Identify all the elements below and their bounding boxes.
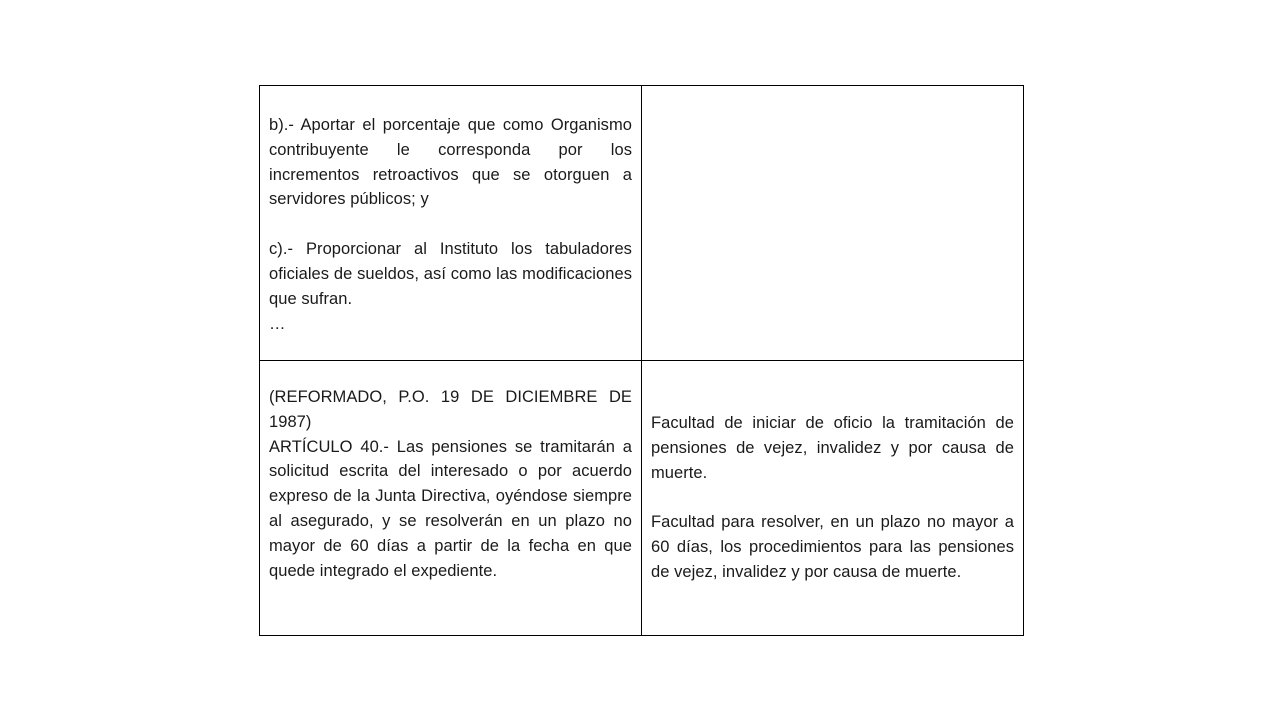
comparison-table xyxy=(259,85,1024,636)
faculty-paragraph-1: Facultad de iniciar de oficio la tramitación de pensiones de vejez, invalidez y por causa de muerte. xyxy=(651,414,1014,482)
cell-bottom-left xyxy=(260,361,642,636)
cell-bottom-right xyxy=(642,361,1024,636)
ellipsis: … xyxy=(269,314,286,333)
reform-note: (REFORMADO, P.O. 19 DE DICIEMBRE DE 1987) xyxy=(269,388,632,431)
faculty-paragraph-2: Facultad para resolver, en un plazo no mayor a 60 días, los procedimientos para las pensiones de vejez, invalidez y por causa de muerte. xyxy=(651,513,1014,581)
cell-top-right-empty xyxy=(642,86,1024,361)
paragraph-b: b).- Aportar el porcentaje que como Organismo contribuyente le corresponda por los incrementos retroactivos que se otorguen a servidores públicos; y xyxy=(269,116,632,209)
table-row xyxy=(260,361,1024,636)
paragraph-c: c).- Proporcionar al Instituto los tabuladores oficiales de sueldos, así como las modificaciones que sufran. xyxy=(269,240,632,308)
article-40-text: ARTÍCULO 40.- Las pensiones se tramitarán a solicitud escrita del interesado o por acuerdo expreso de la Junta Directiva, oyéndose siempre al asegurado, y se resolverán en un plazo no mayor de 60 días a partir de la fecha en que quede integrado el expediente. xyxy=(269,437,632,580)
cell-top-left xyxy=(260,86,642,361)
table-row xyxy=(260,86,1024,361)
